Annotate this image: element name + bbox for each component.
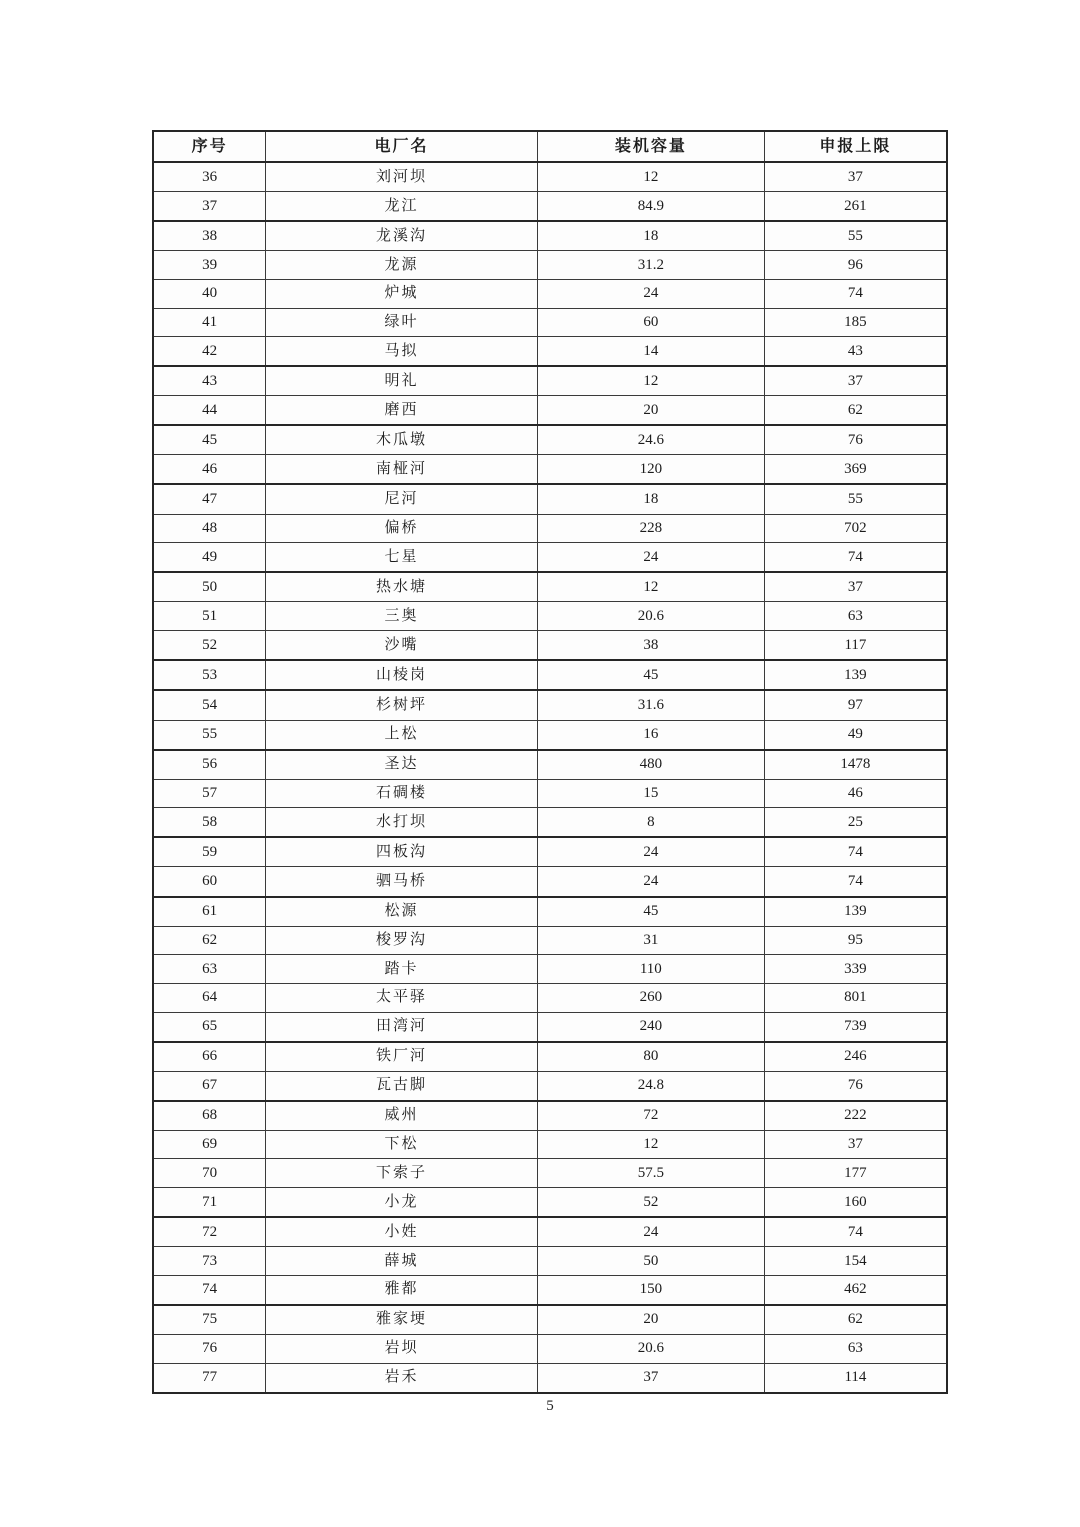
cell-index: 38 [153, 221, 266, 251]
cell-plant-name: 山棱岗 [266, 660, 538, 690]
table-row [153, 1188, 947, 1218]
cell-plant-name: 圣达 [266, 750, 538, 780]
cell-capacity: 50 [537, 1247, 764, 1276]
table-row [153, 514, 947, 543]
cell-limit: 177 [764, 1159, 947, 1188]
cell-limit: 74 [764, 543, 947, 573]
table-row [153, 484, 947, 514]
cell-index: 39 [153, 251, 266, 280]
table-row [153, 221, 947, 251]
cell-capacity: 24 [537, 1217, 764, 1247]
cell-limit: 37 [764, 366, 947, 396]
cell-limit: 117 [764, 630, 947, 660]
cell-capacity: 60 [537, 308, 764, 337]
cell-capacity: 120 [537, 455, 764, 485]
cell-capacity: 240 [537, 1012, 764, 1042]
table-row [153, 926, 947, 955]
cell-capacity: 14 [537, 337, 764, 367]
cell-capacity: 16 [537, 720, 764, 750]
cell-limit: 74 [764, 279, 947, 308]
cell-capacity: 20 [537, 1305, 764, 1335]
cell-plant-name: 三奥 [266, 602, 538, 631]
cell-limit: 97 [764, 690, 947, 720]
cell-index: 36 [153, 162, 266, 192]
table-row [153, 779, 947, 808]
table-row [153, 308, 947, 337]
table-row [153, 750, 947, 780]
table-row [153, 1130, 947, 1159]
cell-index: 44 [153, 396, 266, 426]
cell-index: 48 [153, 514, 266, 543]
cell-index: 49 [153, 543, 266, 573]
cell-plant-name: 水打坝 [266, 808, 538, 838]
table-row [153, 366, 947, 396]
cell-capacity: 228 [537, 514, 764, 543]
table-row [153, 425, 947, 455]
cell-index: 45 [153, 425, 266, 455]
cell-capacity: 12 [537, 162, 764, 192]
cell-index: 66 [153, 1042, 266, 1072]
cell-index: 53 [153, 660, 266, 690]
table-row [153, 455, 947, 485]
page-number: 5 [546, 1398, 554, 1414]
cell-limit: 160 [764, 1188, 947, 1218]
cell-index: 56 [153, 750, 266, 780]
cell-limit: 63 [764, 602, 947, 631]
cell-capacity: 24 [537, 867, 764, 897]
cell-index: 72 [153, 1217, 266, 1247]
cell-limit: 369 [764, 455, 947, 485]
cell-index: 57 [153, 779, 266, 808]
cell-plant-name: 下松 [266, 1130, 538, 1159]
cell-plant-name: 磨西 [266, 396, 538, 426]
cell-capacity: 45 [537, 897, 764, 927]
table-row [153, 1071, 947, 1101]
cell-limit: 96 [764, 251, 947, 280]
cell-capacity: 72 [537, 1101, 764, 1131]
cell-capacity: 12 [537, 1130, 764, 1159]
cell-capacity: 20.6 [537, 602, 764, 631]
col-header-capacity: 装机容量 [537, 131, 764, 162]
cell-capacity: 18 [537, 484, 764, 514]
table-row [153, 660, 947, 690]
cell-plant-name: 下索子 [266, 1159, 538, 1188]
table-row [153, 1275, 947, 1305]
table-row [153, 1042, 947, 1072]
table-row [153, 192, 947, 222]
cell-index: 54 [153, 690, 266, 720]
cell-capacity: 18 [537, 221, 764, 251]
cell-index: 47 [153, 484, 266, 514]
table-body [153, 162, 947, 1393]
cell-limit: 185 [764, 308, 947, 337]
cell-limit: 139 [764, 897, 947, 927]
cell-plant-name: 明礼 [266, 366, 538, 396]
cell-limit: 46 [764, 779, 947, 808]
cell-plant-name: 瓦古脚 [266, 1071, 538, 1101]
cell-plant-name: 小姓 [266, 1217, 538, 1247]
cell-capacity: 24 [537, 543, 764, 573]
cell-limit: 261 [764, 192, 947, 222]
cell-plant-name: 田湾河 [266, 1012, 538, 1042]
cell-limit: 76 [764, 425, 947, 455]
cell-plant-name: 小龙 [266, 1188, 538, 1218]
cell-limit: 74 [764, 867, 947, 897]
col-header-plant-name: 电厂名 [266, 131, 538, 162]
cell-limit: 801 [764, 983, 947, 1012]
cell-capacity: 45 [537, 660, 764, 690]
cell-limit: 154 [764, 1247, 947, 1276]
cell-limit: 339 [764, 955, 947, 984]
cell-index: 70 [153, 1159, 266, 1188]
cell-plant-name: 刘河坝 [266, 162, 538, 192]
table-row [153, 955, 947, 984]
power-plant-table [152, 130, 948, 1394]
cell-plant-name: 尼河 [266, 484, 538, 514]
cell-plant-name: 松源 [266, 897, 538, 927]
cell-plant-name: 岩坝 [266, 1335, 538, 1364]
cell-limit: 739 [764, 1012, 947, 1042]
cell-limit: 702 [764, 514, 947, 543]
cell-index: 74 [153, 1275, 266, 1305]
cell-index: 43 [153, 366, 266, 396]
cell-limit: 43 [764, 337, 947, 367]
cell-index: 51 [153, 602, 266, 631]
cell-plant-name: 龙溪沟 [266, 221, 538, 251]
cell-index: 58 [153, 808, 266, 838]
cell-limit: 37 [764, 1130, 947, 1159]
cell-limit: 49 [764, 720, 947, 750]
cell-limit: 37 [764, 572, 947, 602]
cell-capacity: 38 [537, 630, 764, 660]
cell-plant-name: 热水塘 [266, 572, 538, 602]
cell-plant-name: 木瓜墩 [266, 425, 538, 455]
cell-plant-name: 太平驿 [266, 983, 538, 1012]
cell-index: 52 [153, 630, 266, 660]
cell-plant-name: 龙源 [266, 251, 538, 280]
cell-index: 71 [153, 1188, 266, 1218]
cell-index: 77 [153, 1363, 266, 1393]
cell-limit: 63 [764, 1335, 947, 1364]
cell-index: 75 [153, 1305, 266, 1335]
cell-limit: 114 [764, 1363, 947, 1393]
cell-capacity: 20.6 [537, 1335, 764, 1364]
cell-limit: 55 [764, 221, 947, 251]
cell-index: 64 [153, 983, 266, 1012]
cell-capacity: 8 [537, 808, 764, 838]
cell-capacity: 24.8 [537, 1071, 764, 1101]
cell-limit: 74 [764, 1217, 947, 1247]
cell-index: 73 [153, 1247, 266, 1276]
cell-index: 59 [153, 837, 266, 867]
cell-plant-name: 踏卡 [266, 955, 538, 984]
cell-index: 55 [153, 720, 266, 750]
table-row [153, 1247, 947, 1276]
cell-limit: 62 [764, 396, 947, 426]
cell-plant-name: 南桠河 [266, 455, 538, 485]
cell-plant-name: 石碉楼 [266, 779, 538, 808]
table-row [153, 251, 947, 280]
cell-limit: 62 [764, 1305, 947, 1335]
cell-plant-name: 偏桥 [266, 514, 538, 543]
cell-limit: 222 [764, 1101, 947, 1131]
cell-index: 69 [153, 1130, 266, 1159]
cell-capacity: 24 [537, 279, 764, 308]
cell-plant-name: 岩禾 [266, 1363, 538, 1393]
cell-index: 50 [153, 572, 266, 602]
cell-plant-name: 威州 [266, 1101, 538, 1131]
cell-capacity: 24.6 [537, 425, 764, 455]
cell-capacity: 15 [537, 779, 764, 808]
cell-limit: 25 [764, 808, 947, 838]
table-row [153, 1335, 947, 1364]
cell-plant-name: 龙江 [266, 192, 538, 222]
cell-capacity: 24 [537, 837, 764, 867]
cell-limit: 462 [764, 1275, 947, 1305]
col-header-index: 序号 [153, 131, 266, 162]
cell-capacity: 150 [537, 1275, 764, 1305]
table-row [153, 1101, 947, 1131]
cell-capacity: 57.5 [537, 1159, 764, 1188]
cell-index: 65 [153, 1012, 266, 1042]
table-row [153, 808, 947, 838]
table-row [153, 543, 947, 573]
table-row [153, 1363, 947, 1393]
table-row [153, 1305, 947, 1335]
table-row [153, 690, 947, 720]
cell-plant-name: 雅都 [266, 1275, 538, 1305]
cell-limit: 74 [764, 837, 947, 867]
cell-capacity: 31.2 [537, 251, 764, 280]
cell-index: 63 [153, 955, 266, 984]
cell-capacity: 260 [537, 983, 764, 1012]
table-row [153, 1012, 947, 1042]
cell-limit: 95 [764, 926, 947, 955]
cell-limit: 55 [764, 484, 947, 514]
table-row [153, 279, 947, 308]
table-row [153, 162, 947, 192]
cell-plant-name: 七星 [266, 543, 538, 573]
cell-capacity: 80 [537, 1042, 764, 1072]
table-row [153, 602, 947, 631]
cell-plant-name: 沙嘴 [266, 630, 538, 660]
cell-capacity: 110 [537, 955, 764, 984]
cell-index: 76 [153, 1335, 266, 1364]
cell-index: 41 [153, 308, 266, 337]
cell-plant-name: 四板沟 [266, 837, 538, 867]
table-row [153, 1217, 947, 1247]
cell-capacity: 12 [537, 366, 764, 396]
cell-plant-name: 驷马桥 [266, 867, 538, 897]
cell-plant-name: 雅家埂 [266, 1305, 538, 1335]
cell-index: 62 [153, 926, 266, 955]
table-row [153, 630, 947, 660]
cell-capacity: 480 [537, 750, 764, 780]
table-row [153, 867, 947, 897]
cell-capacity: 84.9 [537, 192, 764, 222]
cell-index: 40 [153, 279, 266, 308]
cell-index: 67 [153, 1071, 266, 1101]
table-row [153, 897, 947, 927]
cell-capacity: 31.6 [537, 690, 764, 720]
cell-limit: 246 [764, 1042, 947, 1072]
cell-plant-name: 梭罗沟 [266, 926, 538, 955]
cell-index: 60 [153, 867, 266, 897]
cell-index: 68 [153, 1101, 266, 1131]
cell-plant-name: 铁厂河 [266, 1042, 538, 1072]
cell-plant-name: 杉树坪 [266, 690, 538, 720]
table-row [153, 983, 947, 1012]
cell-capacity: 12 [537, 572, 764, 602]
table-row [153, 720, 947, 750]
cell-plant-name: 炉城 [266, 279, 538, 308]
table-row [153, 572, 947, 602]
cell-index: 37 [153, 192, 266, 222]
cell-capacity: 31 [537, 926, 764, 955]
cell-limit: 37 [764, 162, 947, 192]
cell-index: 61 [153, 897, 266, 927]
cell-limit: 76 [764, 1071, 947, 1101]
cell-capacity: 52 [537, 1188, 764, 1218]
cell-plant-name: 薛城 [266, 1247, 538, 1276]
cell-plant-name: 马拟 [266, 337, 538, 367]
header-row [153, 131, 947, 162]
table-row [153, 837, 947, 867]
cell-limit: 139 [764, 660, 947, 690]
cell-plant-name: 绿叶 [266, 308, 538, 337]
cell-index: 46 [153, 455, 266, 485]
cell-plant-name: 上松 [266, 720, 538, 750]
cell-capacity: 37 [537, 1363, 764, 1393]
table-row [153, 337, 947, 367]
cell-index: 42 [153, 337, 266, 367]
cell-limit: 1478 [764, 750, 947, 780]
table-row [153, 396, 947, 426]
table-row [153, 1159, 947, 1188]
cell-capacity: 20 [537, 396, 764, 426]
col-header-limit: 申报上限 [764, 131, 947, 162]
